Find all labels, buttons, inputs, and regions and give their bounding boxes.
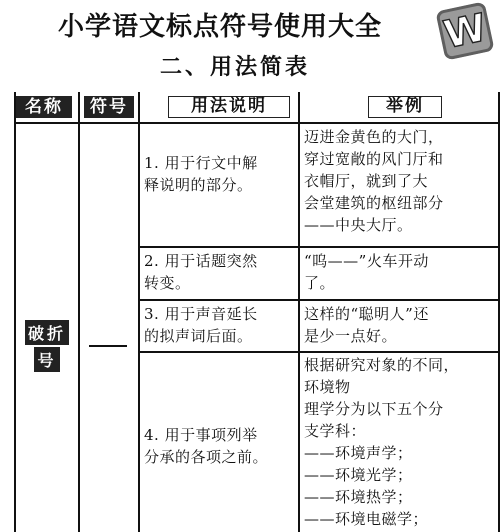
- example-cell-1: 迈进金黄色的大门， 穿过宽敞的风门厅和 衣帽厅，就到了大 会堂建筑的枢纽部分 ——中央大厅。: [304, 128, 444, 234]
- usage-cell-4: 4. 用于事项列举 分承的各项之前。: [144, 426, 269, 466]
- usage-table: [14, 92, 500, 532]
- example-cell-4: 根据研究对象的不同， 环境物 理学分为以下五个分 支学科： ——环境声学； ——环境光学； ——环境热学； ——环境电磁学；: [304, 356, 460, 528]
- punctuation-name-line1: 破折: [25, 320, 69, 345]
- example-cell-2: “呜——”火车开动 了。: [304, 252, 429, 292]
- header-usage: 用法说明: [168, 96, 290, 118]
- logo-badge: [435, 1, 494, 60]
- usage-cell-1: 1. 用于行文中解 释说明的部分。: [144, 154, 258, 194]
- page-title: 小学语文标点符号使用大全: [57, 12, 382, 42]
- section-subtitle: 二、用法简表: [159, 55, 310, 80]
- logo-letter: W: [439, 5, 491, 57]
- dash-symbol: [89, 345, 127, 347]
- header-symbol: 符号: [84, 96, 134, 118]
- punctuation-name-line2: 号: [34, 347, 59, 372]
- header-name: 名称: [16, 96, 72, 118]
- usage-cell-3: 3. 用于声音延长 的拟声词后面。: [144, 305, 258, 345]
- example-cell-3: 这样的“聪明人”还 是少一点好。: [304, 305, 429, 345]
- punctuation-name: [24, 320, 70, 374]
- header-example: 举例: [368, 96, 442, 118]
- usage-cell-2: 2. 用于话题突然 转变。: [144, 252, 258, 292]
